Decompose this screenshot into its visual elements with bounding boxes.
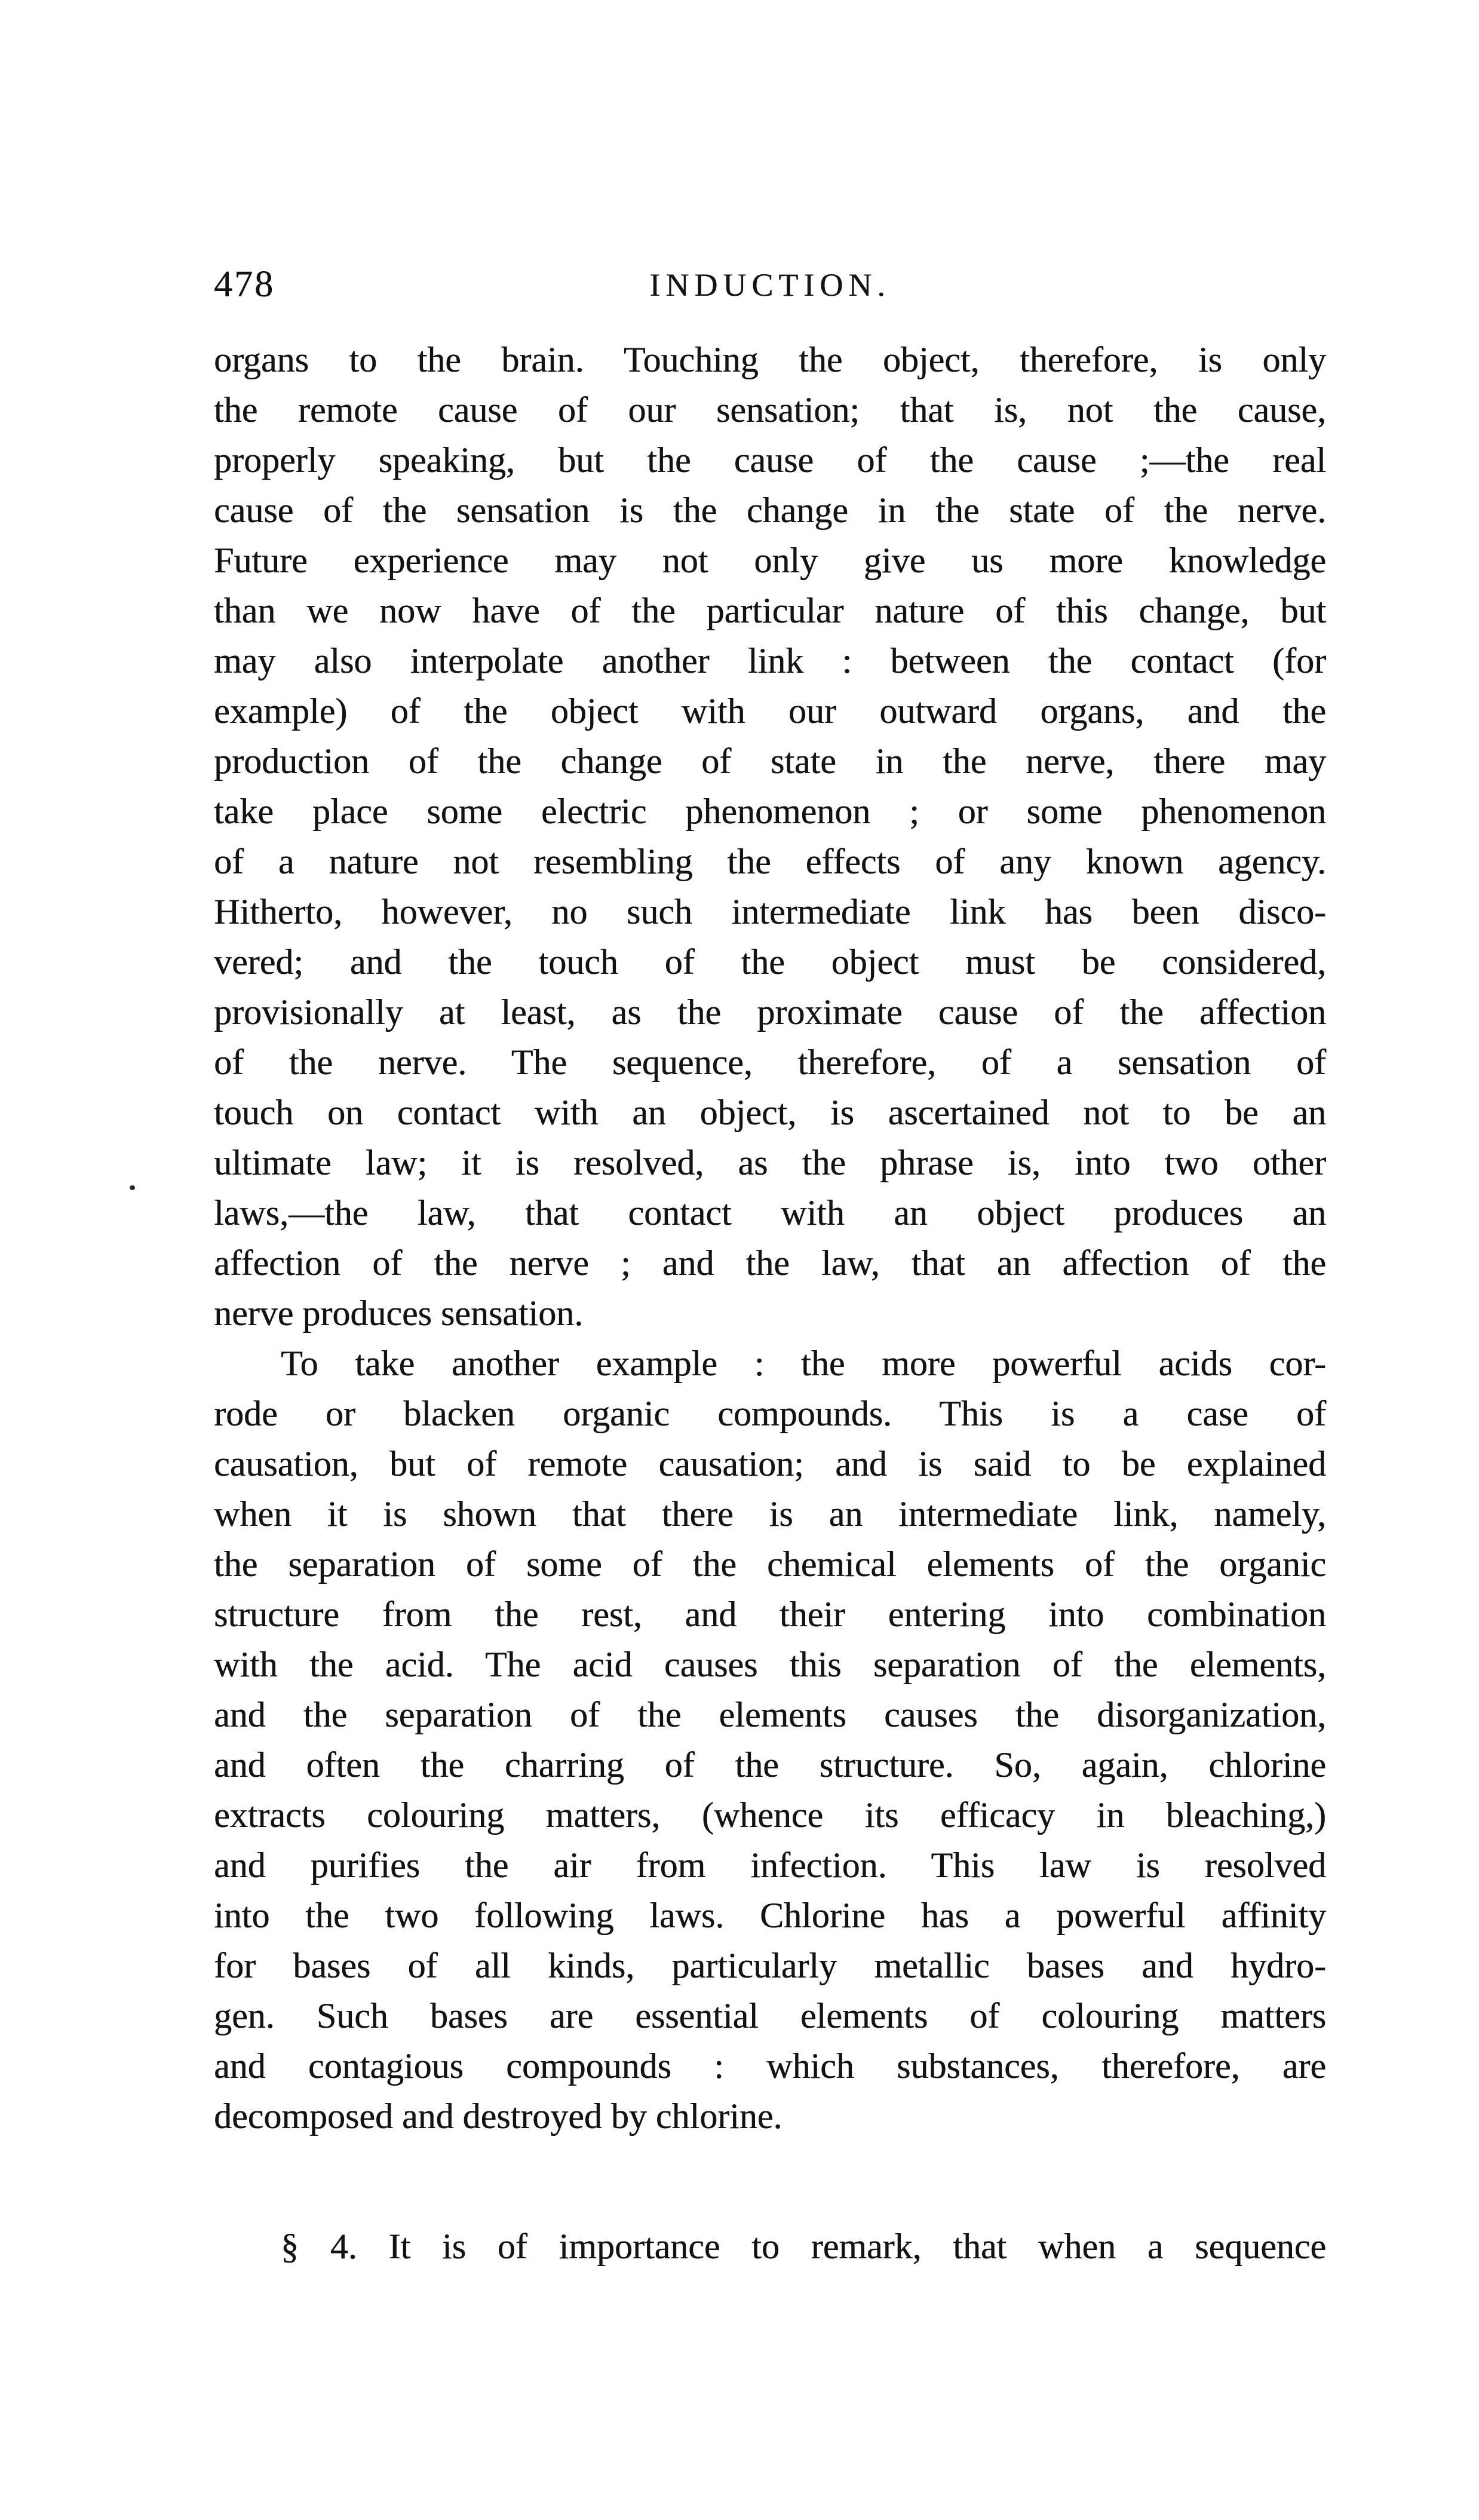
text-line: § 4. It is of importance to remark, that when a sequence [281, 2227, 1326, 2266]
text-line: of a nature not resembling the effects of any known agency. [214, 842, 1326, 881]
text-line: causation, but of remote causation; and is said to be explained [214, 1444, 1326, 1483]
text-line: ultimate law; it is resolved, as the phrase is, into two other [214, 1143, 1326, 1182]
text-line: affection of the nerve ; and the law, that an affection of the [214, 1243, 1326, 1283]
text-line: Hitherto, however, no such intermediate link has been disco- [214, 892, 1326, 931]
text-line: properly speaking, but the cause of the cause ;—the real [214, 440, 1326, 480]
scan-speck-dot [130, 1185, 135, 1190]
text-line: laws,—the law, that contact with an object produces an [214, 1193, 1326, 1233]
text-line: gen. Such bases are essential elements of colouring matters [214, 1996, 1326, 2035]
text-line: To take another example : the more powerful acids cor- [281, 1344, 1326, 1383]
text-line: structure from the rest, and their entering into combination [214, 1595, 1326, 1634]
text-line: and often the charring of the structure. So, again, chlorine [214, 1745, 1326, 1785]
text-line: touch on contact with an object, is ascertained not to be an [214, 1093, 1326, 1132]
text-line: for bases of all kinds, particularly metallic bases and hydro- [214, 1946, 1326, 1985]
text-line: production of the change of state in the nerve, there may [214, 741, 1326, 781]
paragraph-example [214, 1338, 1326, 2141]
text-line: vered; and the touch of the object must be considered, [214, 942, 1326, 982]
paragraph-section-4 [214, 2221, 1326, 2271]
text-line: and contagious compounds : which substances, therefore, are [214, 2046, 1326, 2086]
text-line: organs to the brain. Touching the object, therefore, is only [214, 340, 1326, 379]
text-line: and the separation of the elements causes the disorganization, [214, 1695, 1326, 1734]
text-line: when it is shown that there is an intermediate link, namely, [214, 1494, 1326, 1534]
text-line: the separation of some of the chemical elements of the organic [214, 1544, 1326, 1584]
text-line: may also interpolate another link : between the contact (for [214, 641, 1326, 680]
text-line: and purifies the air from infection. This law is resolved [214, 1845, 1326, 1885]
text-line: cause of the sensation is the change in the state of the nerve. [214, 490, 1326, 530]
text-line: take place some electric phenomenon ; or some phenomenon [214, 792, 1326, 831]
text-line: rode or blacken organic compounds. This is a case of [214, 1394, 1326, 1433]
text-line: example) of the object with our outward organs, and the [214, 691, 1326, 731]
page-body-text [214, 335, 1326, 2271]
paragraph-continuation [214, 335, 1326, 1338]
text-line: than we now have of the particular nature of this change, but [214, 591, 1326, 630]
text-line: the remote cause of our sensation; that is, not the cause, [214, 390, 1326, 430]
text-line: with the acid. The acid causes this separation of the elements, [214, 1645, 1326, 1684]
page-header [214, 262, 1326, 309]
text-line: into the two following laws. Chlorine has a powerful affinity [214, 1896, 1326, 1935]
text-line: provisionally at least, as the proximate cause of the affection [214, 992, 1326, 1032]
text-line: of the nerve. The sequence, therefore, of a sensation of [214, 1043, 1326, 1082]
text-line: extracts colouring matters, (whence its efficacy in bleaching,) [214, 1795, 1326, 1835]
text-line: decomposed and destroyed by chlorine. [214, 2096, 783, 2136]
page-number: 478 [214, 264, 275, 305]
running-head-title: INDUCTION. [649, 267, 891, 303]
text-line: nerve produces sensation. [214, 1293, 584, 1333]
text-line: Future experience may not only give us more knowledge [214, 541, 1326, 580]
